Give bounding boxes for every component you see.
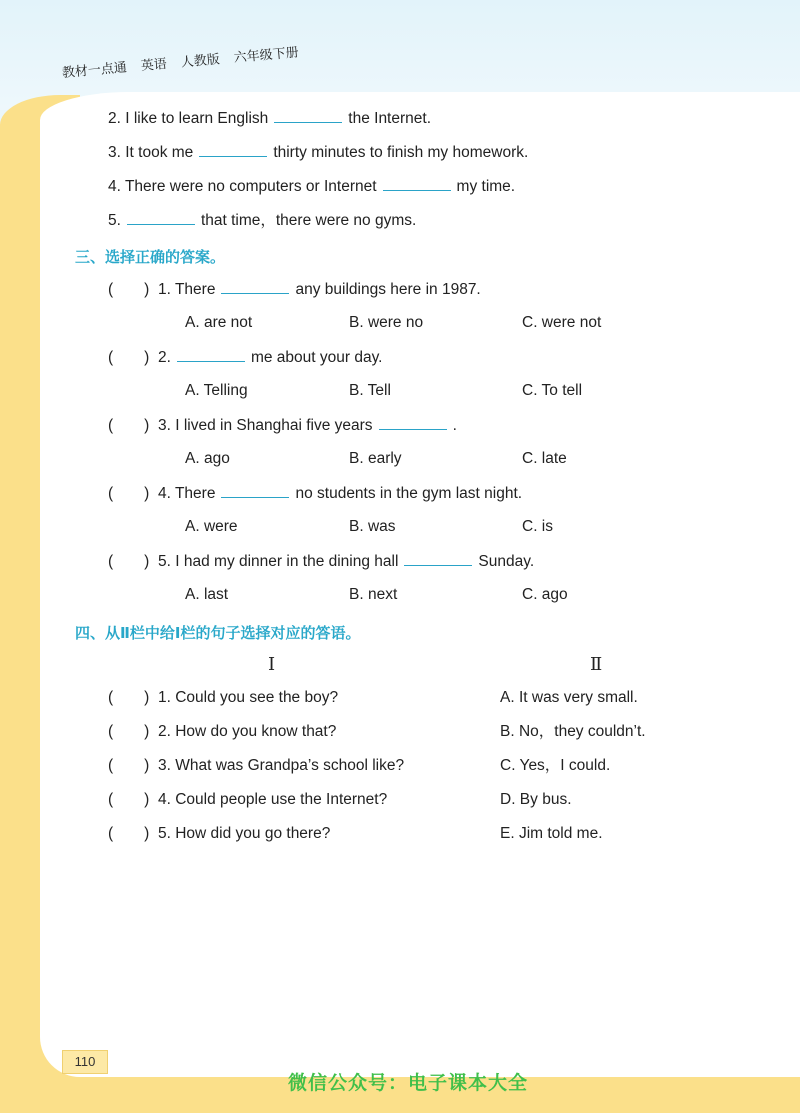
option-c: C. ago (522, 586, 568, 603)
option-a: A. are not (185, 314, 253, 331)
option-b: B. Tell (349, 382, 391, 399)
fill-item-4: 4. There were no computers or Internet my time. (108, 178, 516, 195)
option-b: B. next (349, 586, 398, 603)
match-question-5: ( ) 5. How did you go there? (108, 825, 331, 842)
answer-blank[interactable] (379, 415, 447, 430)
header-edition: 人教版 (180, 52, 221, 71)
answer-blank[interactable] (221, 483, 289, 498)
option-b: B. early (349, 450, 402, 467)
answer-bracket[interactable]: ( ) (108, 723, 150, 740)
answer-bracket[interactable]: ( ) (108, 553, 150, 570)
option-c: C. late (522, 450, 567, 467)
fill-item-5: 5. that time，there were no gyms. (108, 212, 417, 229)
fill-item-2: 2. I like to learn English the Internet. (108, 110, 432, 127)
answer-bracket[interactable]: ( ) (108, 417, 150, 434)
answer-bracket[interactable]: ( ) (108, 689, 150, 706)
mc-question-4: ( ) 4. There no students in the gym last night. (108, 485, 523, 502)
answer-blank[interactable] (274, 108, 342, 123)
section-4-title: 四、从Ⅱ栏中给Ⅰ栏的句子选择对应的答语。 (75, 624, 361, 642)
fill-item-3: 3. It took me thirty minutes to finish my homework. (108, 144, 529, 161)
match-answer-e: E. Jim told me. (500, 825, 603, 842)
section-3-title: 三、选择正确的答案。 (75, 248, 226, 266)
option-a: A. ago (185, 450, 230, 467)
match-question-1: ( ) 1. Could you see the boy? (108, 689, 339, 706)
option-b: B. was (349, 518, 396, 535)
page-number: 110 (62, 1050, 108, 1074)
answer-bracket[interactable]: ( ) (108, 485, 150, 502)
answer-blank[interactable] (177, 347, 245, 362)
answer-bracket[interactable]: ( ) (108, 825, 150, 842)
match-answer-b: B. No，they couldn’t. (500, 723, 646, 740)
mc-question-2: ( ) 2. me about your day. (108, 349, 383, 366)
header-subject: 英语 (140, 56, 168, 75)
answer-blank[interactable] (404, 551, 472, 566)
answer-bracket[interactable]: ( ) (108, 791, 150, 808)
match-answer-c: C. Yes，I could. (500, 757, 611, 774)
answer-blank[interactable] (199, 142, 267, 157)
option-c: C. is (522, 518, 553, 535)
column-2-heading: Ⅱ (590, 654, 603, 675)
match-answer-a: A. It was very small. (500, 689, 638, 706)
match-question-3: ( ) 3. What was Grandpa’s school like? (108, 757, 405, 774)
mc-question-1: ( ) 1. There any buildings here in 1987. (108, 281, 481, 298)
header-grade: 六年级下册 (233, 45, 300, 67)
column-1-heading: Ⅰ (268, 654, 276, 675)
match-question-4: ( ) 4. Could people use the Internet? (108, 791, 388, 808)
option-a: A. were (185, 518, 238, 535)
answer-bracket[interactable]: ( ) (108, 757, 150, 774)
watermark: 微信公众号：电子课本大全 (288, 1072, 529, 1094)
page-paper (40, 92, 800, 1077)
option-b: B. were no (349, 314, 424, 331)
answer-blank[interactable] (127, 210, 195, 225)
option-c: C. were not (522, 314, 602, 331)
header-book: 教材一点通 (61, 60, 128, 82)
match-answer-d: D. By bus. (500, 791, 572, 808)
option-c: C. To tell (522, 382, 583, 399)
answer-blank[interactable] (221, 279, 289, 294)
option-a: A. Telling (185, 382, 248, 399)
mc-question-3: ( ) 3. I lived in Shanghai five years . (108, 417, 457, 434)
answer-bracket[interactable]: ( ) (108, 281, 150, 298)
mc-question-5: ( ) 5. I had my dinner in the dining hall Sunday. (108, 553, 535, 570)
answer-blank[interactable] (383, 176, 451, 191)
answer-bracket[interactable]: ( ) (108, 349, 150, 366)
option-a: A. last (185, 586, 229, 603)
match-question-2: ( ) 2. How do you know that? (108, 723, 337, 740)
